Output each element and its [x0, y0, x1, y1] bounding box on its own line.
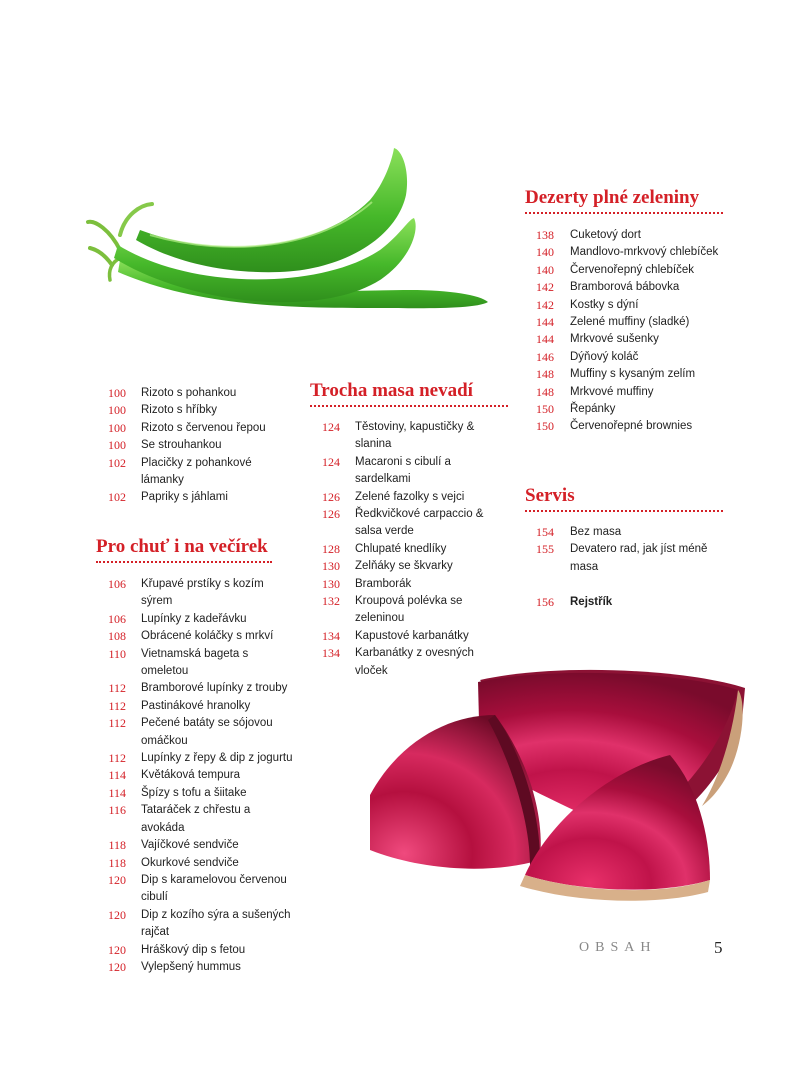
- list-item[interactable]: [100, 767, 295, 784]
- page-number: 102: [108, 490, 126, 505]
- col3-section2-list: [530, 524, 715, 576]
- entry-title: Kostky s dýní: [570, 298, 639, 311]
- entry-title: Lupínky z kadeřávku: [141, 612, 247, 625]
- list-item[interactable]: [315, 593, 505, 628]
- footer-section-label: OBSAH: [579, 940, 657, 955]
- list-item[interactable]: [100, 750, 295, 767]
- list-item[interactable]: [100, 385, 290, 402]
- list-item[interactable]: [315, 489, 505, 506]
- entry-title: Mrkvové muffiny: [570, 385, 654, 398]
- list-item[interactable]: [100, 420, 290, 437]
- entry-title: Bramborák: [355, 577, 412, 590]
- entry-title: Křupavé prstíky s kozím sýrem: [141, 578, 264, 608]
- page-number: 108: [108, 629, 126, 644]
- index-entry[interactable]: [530, 594, 715, 611]
- page-number: 120: [108, 942, 126, 957]
- list-item[interactable]: [100, 872, 295, 907]
- entry-title: Červenořepné brownies: [570, 420, 693, 433]
- beetroot-image: [360, 660, 750, 910]
- entry-title: Muffiny s kysaným zelím: [570, 368, 696, 381]
- list-item[interactable]: [315, 541, 505, 558]
- entry-title: Bez masa: [570, 526, 622, 538]
- entry-title: Mrkvové sušenky: [570, 333, 659, 346]
- page-number: 140: [536, 245, 554, 260]
- page-number: 106: [108, 577, 126, 591]
- page-number: 150: [536, 402, 554, 417]
- page-number: 100: [108, 420, 126, 435]
- page-number: 120: [108, 872, 126, 887]
- entry-title: Kroupová polévka se zeleninou: [355, 595, 463, 625]
- page-number: 144: [536, 332, 554, 347]
- green-beans-image: [80, 140, 500, 320]
- list-item[interactable]: [530, 331, 725, 348]
- list-item[interactable]: [315, 576, 505, 593]
- entry-title: Zelňáky se škvarky: [355, 560, 453, 573]
- page-number: 130: [322, 576, 340, 591]
- list-item[interactable]: [530, 524, 715, 541]
- list-item[interactable]: [100, 907, 295, 942]
- entry-title: Hráškový dip s fetou: [141, 943, 246, 956]
- page-number: 114: [108, 768, 126, 783]
- page-number: 112: [108, 698, 126, 713]
- page-number: 100: [108, 438, 126, 453]
- page-number: 118: [108, 855, 126, 870]
- list-item[interactable]: [100, 628, 295, 645]
- page-number-footer: 5: [714, 938, 723, 957]
- col1-top-list: [100, 385, 290, 507]
- page-number: 116: [108, 803, 126, 818]
- entry-title: Zelené fazolky s vejci: [355, 490, 465, 503]
- list-item[interactable]: [315, 454, 505, 489]
- entry-title: Vietnamská bageta s omeletou: [141, 647, 249, 678]
- entry-title: Bramborové lupínky z trouby: [141, 682, 288, 695]
- col3-section1-list: [530, 227, 725, 436]
- page-number: 112: [108, 751, 126, 766]
- entry-title: Chlupaté knedlíky: [355, 542, 447, 555]
- entry-title: Kapustové karbanátky: [355, 629, 469, 642]
- page-number: 120: [108, 907, 126, 922]
- list-item[interactable]: [100, 489, 290, 506]
- entry-title: Dip z kozího sýra a sušených rajčat: [141, 908, 291, 939]
- list-item[interactable]: [100, 698, 295, 715]
- list-item[interactable]: [100, 680, 295, 697]
- col2-section-list: [315, 419, 505, 680]
- entry-title: Mandlovo-mrkvový chlebíček: [570, 246, 719, 259]
- page-number: 100: [108, 386, 126, 400]
- entry-title: Rizoto s červenou řepou: [141, 421, 266, 434]
- list-item[interactable]: [530, 541, 715, 576]
- entry-title: Placičky z pohankové lámanky: [141, 456, 252, 487]
- entry-title: Lupínky z řepy & dip z jogurtu: [141, 752, 293, 765]
- page-number: 126: [322, 507, 340, 522]
- entry-title: Vajíčkové sendviče: [141, 839, 239, 852]
- page-number: 120: [108, 959, 126, 974]
- entry-title: Tataráček z chřestu a avokáda: [141, 804, 251, 834]
- col1-section-list: [100, 576, 295, 976]
- page-number: 144: [536, 315, 554, 330]
- page-number: 126: [322, 489, 340, 504]
- page-number: 140: [536, 262, 554, 277]
- list-item[interactable]: [100, 959, 295, 976]
- entry-title: Rizoto s hříbky: [141, 404, 218, 417]
- entry-title: Obrácené koláčky s mrkví: [141, 630, 274, 643]
- entry-title: Ředkvičkové carpaccio & salsa verde: [355, 508, 484, 538]
- list-item[interactable]: [530, 227, 725, 244]
- page-number: 102: [108, 455, 126, 470]
- entry-title: Pastinákové hranolky: [141, 699, 251, 712]
- page-number: 134: [322, 628, 340, 643]
- page-number: 130: [322, 559, 340, 574]
- page-number: 100: [108, 403, 126, 418]
- list-item[interactable]: [530, 384, 725, 401]
- page-number: 148: [536, 367, 554, 382]
- list-item[interactable]: [315, 419, 505, 454]
- page-number: 112: [108, 716, 126, 731]
- list-item[interactable]: [530, 401, 725, 418]
- page-number: 110: [108, 646, 126, 661]
- list-item[interactable]: [530, 366, 725, 383]
- page-number: 142: [536, 280, 554, 295]
- list-item[interactable]: [100, 455, 290, 490]
- section-title-trocha-masa: Trocha masa nevadí: [310, 380, 508, 407]
- page-number: 112: [108, 681, 126, 696]
- list-item[interactable]: [100, 837, 295, 854]
- entry-title: Řepánky: [570, 403, 616, 416]
- entry-title: Karbanátky z ovesných vloček: [355, 647, 474, 677]
- list-item[interactable]: [530, 297, 725, 314]
- entry-title: Těstoviny, kapustičky & slanina: [355, 421, 475, 451]
- list-item[interactable]: [100, 785, 295, 802]
- entry-title: Zelené muffiny (sladké): [570, 316, 690, 329]
- entry-title: Červenořepný chlebíček: [570, 263, 695, 276]
- entry-title: Macaroni s cibulí a sardelkami: [355, 455, 451, 486]
- entry-title: Okurkové sendviče: [141, 856, 239, 869]
- page-number: 138: [536, 228, 554, 242]
- page-number: 154: [536, 525, 554, 539]
- entry-title: Dýňový koláč: [570, 350, 639, 363]
- entry-title: Rejstřík: [570, 596, 613, 608]
- list-item[interactable]: [100, 715, 295, 750]
- entry-title: Pečené batáty se sójovou omáčkou: [141, 717, 273, 747]
- page-number: 142: [536, 297, 554, 312]
- page-number: 150: [536, 419, 554, 434]
- list-item[interactable]: [530, 349, 725, 366]
- entry-title: Cuketový dort: [570, 229, 641, 241]
- page-number: 146: [536, 349, 554, 364]
- page-number: 124: [322, 420, 340, 434]
- list-item[interactable]: [100, 576, 295, 611]
- page-number: 114: [108, 785, 126, 800]
- page-number: 132: [322, 594, 340, 609]
- list-item[interactable]: [100, 855, 295, 872]
- page-number: 134: [322, 646, 340, 661]
- list-item[interactable]: [100, 646, 295, 681]
- index-entry-list: [530, 594, 715, 611]
- entry-title: Špízy s tofu a šiitake: [141, 786, 247, 799]
- page-number: 128: [322, 541, 340, 556]
- section-title-pro-chut: Pro chuť i na večírek: [96, 536, 272, 563]
- list-item[interactable]: [530, 262, 725, 279]
- section-title-dezerty: Dezerty plné zeleniny: [525, 187, 723, 214]
- page-number: 156: [536, 595, 554, 609]
- list-item[interactable]: [530, 418, 725, 435]
- page-number: 155: [536, 542, 554, 557]
- list-item[interactable]: [100, 402, 290, 419]
- page-number: 106: [108, 611, 126, 626]
- entry-title: Vylepšený hummus: [141, 960, 241, 973]
- entry-title: Rizoto s pohankou: [141, 387, 237, 399]
- entry-title: Se strouhankou: [141, 439, 222, 452]
- list-item[interactable]: [315, 506, 505, 541]
- section-title-servis: Servis: [525, 485, 723, 512]
- list-item[interactable]: [100, 437, 290, 454]
- list-item[interactable]: [100, 802, 295, 837]
- list-item[interactable]: [100, 611, 295, 628]
- page-number: 148: [536, 384, 554, 399]
- entry-title: Dip s karamelovou červenou cibulí: [141, 873, 287, 904]
- list-item[interactable]: [100, 942, 295, 959]
- list-item[interactable]: [315, 558, 505, 575]
- entry-title: Květáková tempura: [141, 769, 241, 782]
- entry-title: Bramborová bábovka: [570, 281, 680, 294]
- list-item[interactable]: [530, 314, 725, 331]
- entry-title: Devatero rad, jak jíst méně masa: [570, 543, 708, 573]
- list-item[interactable]: [315, 645, 505, 680]
- entry-title: Papriky s jáhlami: [141, 491, 228, 504]
- list-item[interactable]: [530, 279, 725, 296]
- list-item[interactable]: [315, 628, 505, 645]
- page-number: 124: [322, 454, 340, 469]
- page-number: 118: [108, 838, 126, 853]
- list-item[interactable]: [530, 244, 725, 261]
